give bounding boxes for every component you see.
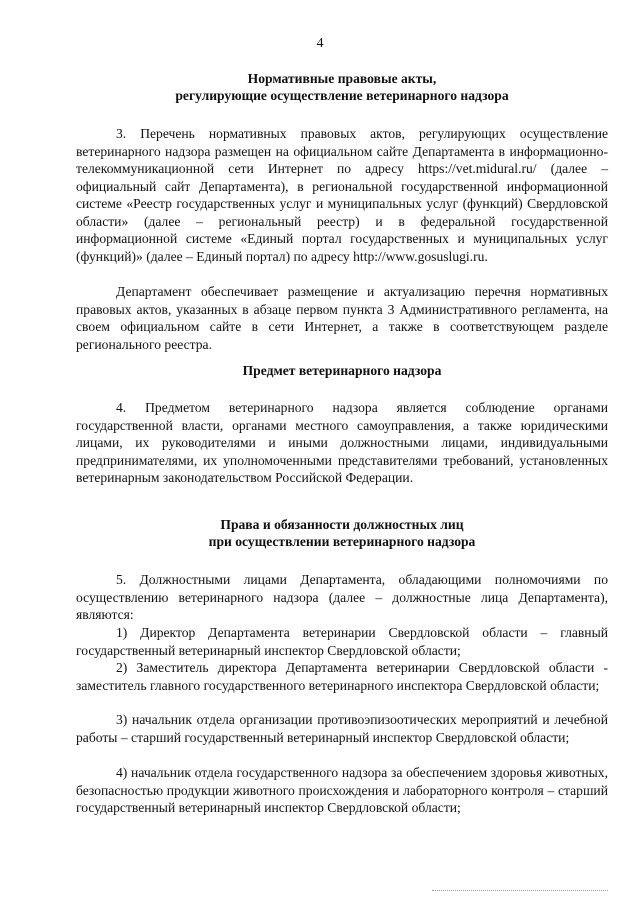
section-heading-line: Нормативные правовые акты, — [247, 71, 437, 86]
page-number: 4 — [316, 36, 324, 51]
section-heading-rights-duties — [76, 516, 608, 550]
list-item-4: 4) начальник отдела государственного надзора за обеспечением здоровья животных, безопасностью продукции животного происхождения и лабораторного контроля – старший государственный ветеринарный инспектор Свердловской области; — [76, 765, 608, 815]
section-heading-line: Предмет ветеринарного надзора — [242, 363, 442, 378]
section-heading-line: Права и обязанности должностных лиц — [220, 517, 464, 532]
paragraph-3: 3. Перечень нормативных правовых актов, регулирующих осуществление ветеринарного надзора размещен на официальном сайте Департамента в информационно-телекоммуникационной сети Интернет по адресу https://vet.midural.ru/ (далее – официальный сайт Департамента), в региональной государственной информационной системе «Реестр государственных услуг и муниципальных услуг (функций) Свердловской области» (далее – региональный реестр) и в федеральной государственной информационной системе «Единый портал государственных и муниципальных услуг (функций)» (далее – Единый портал) по адресу http://www.gosuslugi.ru. — [76, 126, 608, 264]
section-heading-line: при осуществлении ветеринарного надзора — [208, 534, 476, 549]
section-heading-normative-acts — [76, 70, 608, 104]
paragraph-4: 4. Предметом ветеринарного надзора является соблюдение органами государственной власти, органами местного самоуправления, а также юридическими лицами, их руководителями и иными должностными лицами, индивидуальными предпринимателями, их уполномоченными представителями требований, установленных ветеринарным законодательством Российской Федерации. — [76, 400, 608, 485]
paragraph-5: 5. Должностными лицами Департамента, обладающими полномочиями по осуществлению ветеринарного надзора (далее – должностные лица Департамента), являются: — [76, 572, 608, 622]
section-heading-subject — [76, 362, 608, 379]
footer-scan-line — [432, 890, 608, 891]
list-item-1: 1) Директор Департамента ветеринарии Свердловской области – главный государственный ветеринарный инспектор Свердловской области; — [76, 625, 608, 658]
section-heading-line: регулирующие осуществление ветеринарного надзора — [175, 88, 509, 103]
paragraph-3-second: Департамент обеспечивает размещение и актуализацию перечня нормативных правовых актов, указанных в абзаце первом пункта 3 Административного регламента, на своем официальном сайте в сети Интернет, а также в соответствующем разделе регионального реестра. — [76, 284, 608, 352]
list-item-3: 3) начальник отдела организации противоэпизоотических мероприятий и лечебной работы – старший государственный ветеринарный инспектор Свердловской области; — [76, 712, 608, 745]
list-item-2: 2) Заместитель директора Департамента ветеринарии Свердловской области - заместитель главного государственного ветеринарного инспектора Свердловской области; — [76, 660, 608, 693]
